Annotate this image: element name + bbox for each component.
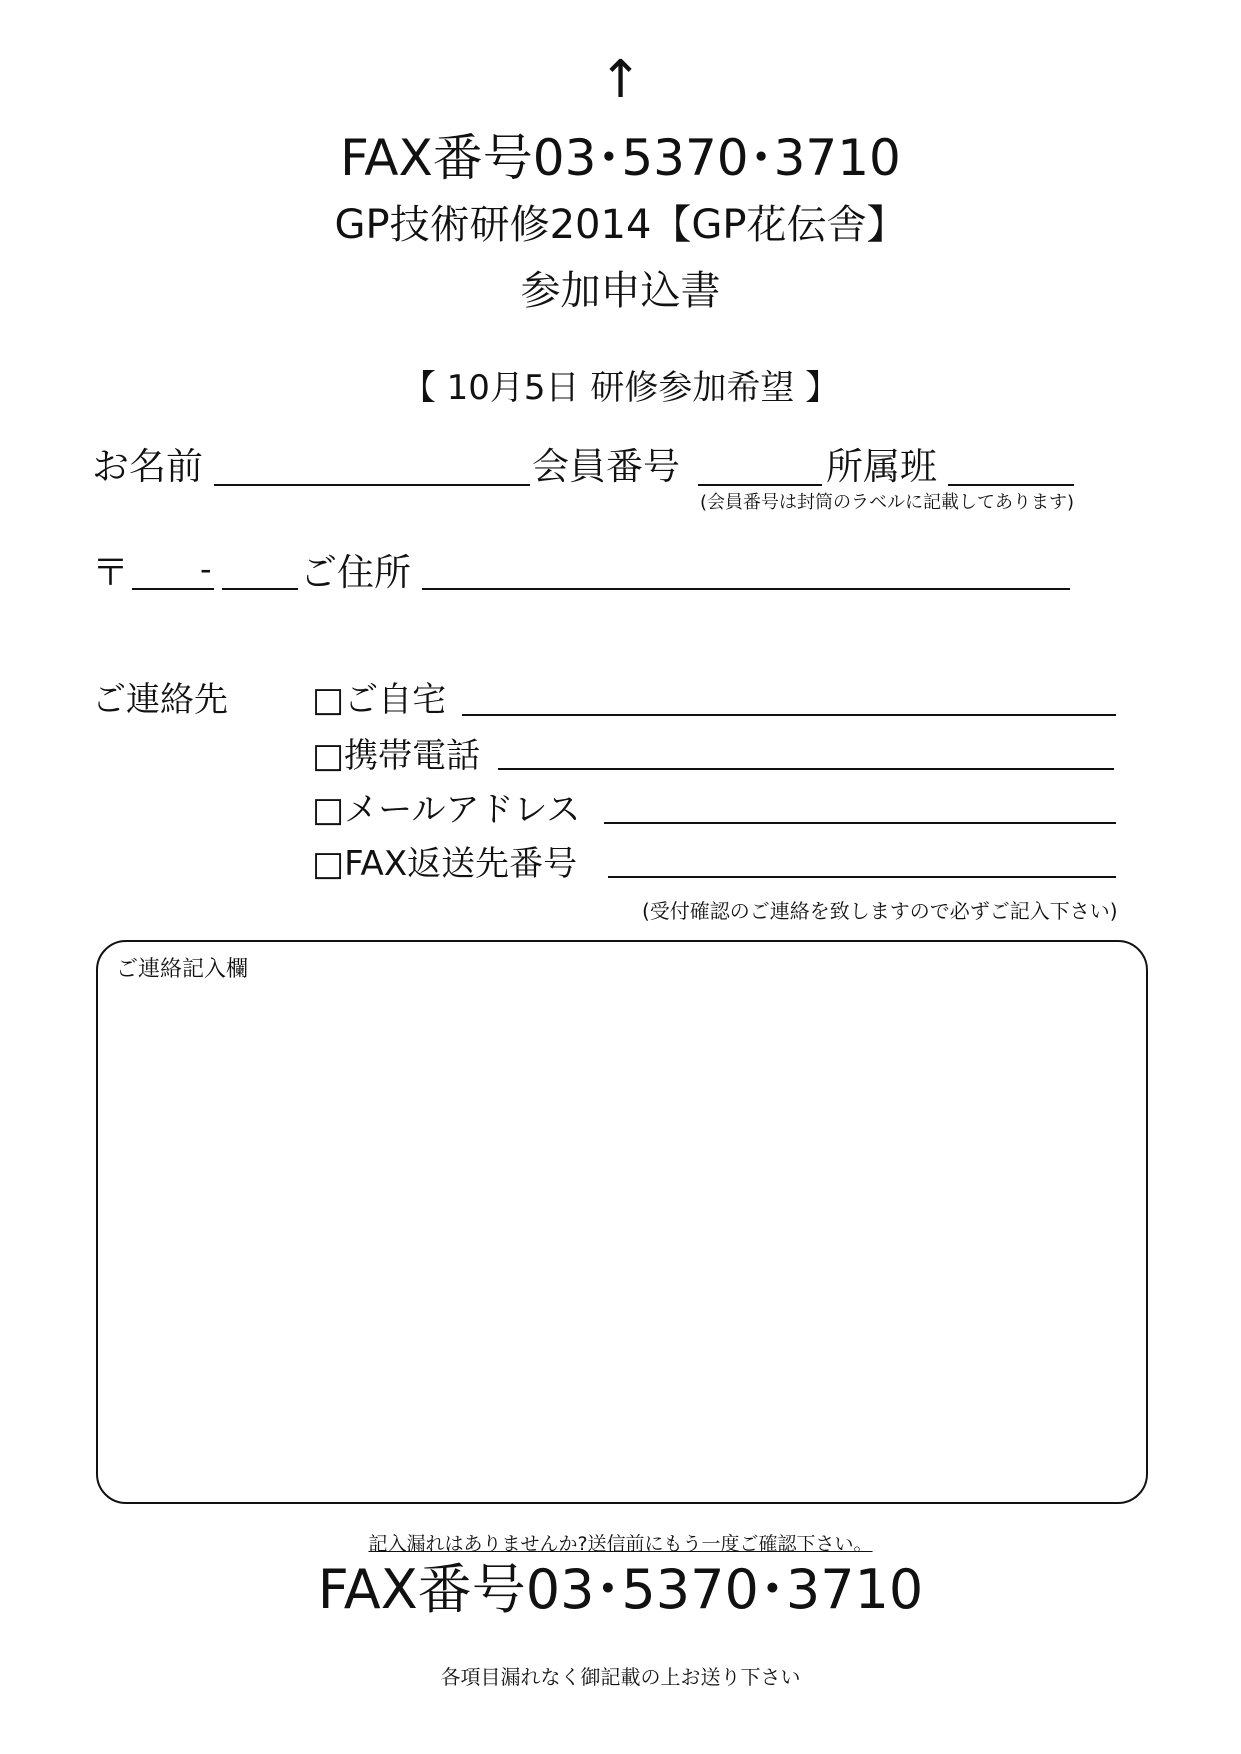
fax-number-footer: FAX番号03･5370･3710 bbox=[317, 1558, 924, 1621]
group-label: 所属班 bbox=[826, 445, 937, 488]
contact-option-email[interactable] bbox=[312, 788, 580, 832]
contact-option-label: 携帯電話 bbox=[344, 736, 481, 776]
checkbox-email[interactable]: □ bbox=[312, 790, 345, 830]
email-field[interactable] bbox=[604, 822, 1116, 824]
notes-textarea[interactable] bbox=[112, 994, 1132, 1488]
notes-box bbox=[96, 940, 1148, 1504]
checkbox-mobile[interactable]: □ bbox=[312, 736, 345, 776]
reminder-text-content: 記入漏れはありませんか?送信前にもう一度ご確認下さい。 bbox=[368, 1533, 873, 1555]
checkbox-home[interactable]: □ bbox=[312, 680, 345, 720]
contact-option-home[interactable] bbox=[312, 678, 446, 722]
checkbox-fax[interactable]: □ bbox=[312, 844, 345, 884]
up-arrow-icon: ↑ bbox=[598, 50, 643, 110]
closing-instruction: 各項目漏れなく御記載の上お送り下さい bbox=[440, 1665, 801, 1689]
fax-return-field[interactable] bbox=[608, 876, 1116, 878]
home-phone-field[interactable] bbox=[462, 714, 1116, 716]
postal-code-second-field[interactable] bbox=[222, 588, 298, 590]
member-number-label: 会員番号 bbox=[532, 445, 680, 488]
contact-option-mobile[interactable] bbox=[312, 734, 480, 778]
contact-option-fax[interactable] bbox=[312, 842, 577, 886]
document-subtitle: 参加申込書 bbox=[520, 268, 721, 314]
member-number-note: (会員番号は封筒のラベルに記載してあります) bbox=[700, 492, 1075, 513]
contact-option-label: FAX返送先番号 bbox=[344, 844, 578, 884]
name-field[interactable] bbox=[214, 484, 530, 486]
postal-dash: - bbox=[200, 550, 212, 588]
name-label: お名前 bbox=[92, 445, 203, 488]
notes-box-label: ご連絡記入欄 bbox=[116, 957, 249, 982]
member-number-field[interactable] bbox=[698, 484, 822, 486]
postal-mark-label: 〒 bbox=[92, 551, 129, 594]
contact-option-label: ご自宅 bbox=[344, 680, 447, 720]
group-field[interactable] bbox=[948, 484, 1074, 486]
document-title: GP技術研修2014【GP花伝舎】 bbox=[334, 202, 907, 248]
contact-option-label: メールアドレス bbox=[344, 790, 581, 830]
reminder-text bbox=[0, 1532, 1241, 1556]
contacts-label: ご連絡先 bbox=[92, 680, 228, 720]
address-label: ご住所 bbox=[300, 551, 411, 594]
address-field[interactable] bbox=[422, 588, 1070, 590]
fax-number-heading: FAX番号03･5370･3710 bbox=[340, 129, 901, 187]
contacts-note: (受付確認のご連絡を致しますので必ずご記入下さい) bbox=[642, 899, 1118, 923]
session-heading: 【 10月5日 研修参加希望 】 bbox=[401, 368, 840, 408]
mobile-phone-field[interactable] bbox=[498, 768, 1114, 770]
